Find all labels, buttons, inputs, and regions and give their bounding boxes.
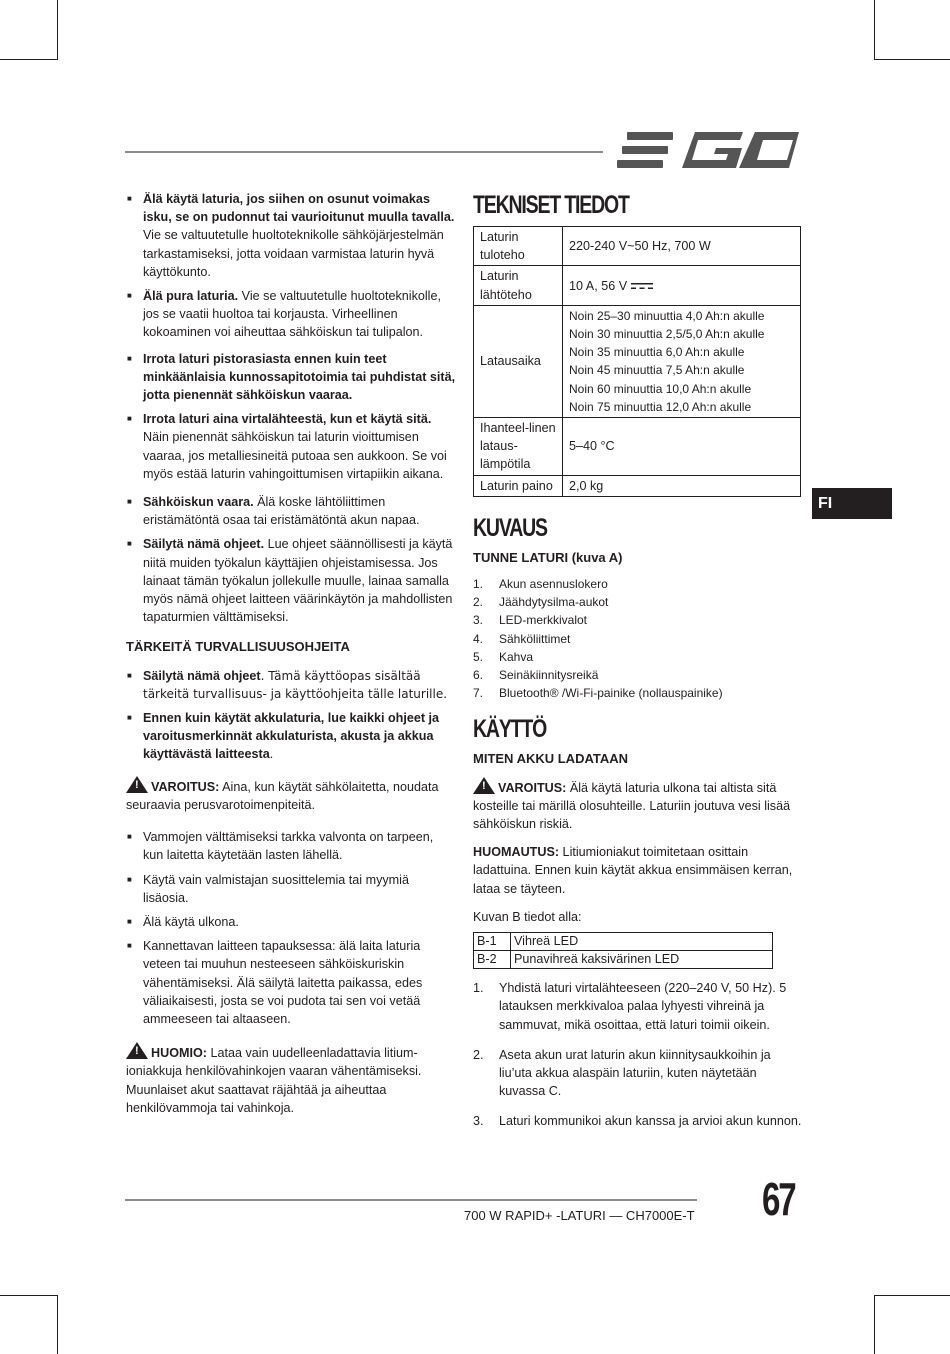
led-label: Punavihreä kaksivärinen LED — [511, 951, 773, 969]
left-column — [126, 190, 456, 1127]
description-title: KUVAUS — [473, 513, 547, 542]
warning-paragraph: !VAROITUS: Aina, kun käytät sähkölaitetta, noudata seuraavia perusvarotoimenpiteitä. — [126, 776, 456, 814]
ego-logo — [617, 130, 801, 170]
footer-rule — [125, 1199, 697, 1201]
table-row — [474, 933, 773, 951]
crop-mark — [57, 1295, 58, 1354]
warning-icon — [126, 776, 148, 793]
spec-key: Laturin paino — [474, 475, 563, 496]
led-code: B-1 — [474, 933, 511, 951]
warning-paragraph: !VAROITUS: Älä käytä laturia ulkona tai altista sitä kosteille tai märillä olosuhteille. Laturiin joutuva vesi lisää sähköiskun riskiä. — [473, 777, 803, 834]
crop-mark — [874, 1295, 875, 1354]
charge-time-line: Noin 25–30 minuuttia 4,0 Ah:n akulle — [569, 308, 765, 323]
spec-value: 5–40 °C — [563, 418, 801, 476]
charge-time-line: Noin 35 minuuttia 6,0 Ah:n akulle — [569, 345, 745, 360]
crop-mark — [57, 0, 58, 60]
page-number: 67 — [762, 1173, 795, 1225]
charge-time-line: Noin 75 minuuttia 12,0 Ah:n akulle — [569, 399, 752, 414]
bullet-item: ■ Kannettavan laitteen tapauksessa: älä laita laturia veteen tai muuhun nesteeseen sähköiskuriskin vähentämiseksi. Älä säilytä laitetta paikassa, edes väliaikaisesti, josta se voi pudota tai sen voi vetää ammeeseen tai altaaseen. — [126, 937, 456, 1028]
charge-time-line: Noin 45 minuuttia 7,5 Ah:n akulle — [569, 363, 745, 378]
footer-product: 700 W RAPID+ -LATURI — CH7000E-T — [464, 1208, 695, 1223]
warning-icon — [126, 1042, 148, 1059]
step-item: 1. Yhdistä laturi virtalähteeseen (220–240 V, 50 Hz). 5 latauksen merkkivaloa palaa lyhyesti vihreinä ja sammuvat, mikä osoittaa, että laturi toimii oikein. — [473, 981, 787, 1032]
bullet-item: ■ Sähköiskun vaara. Älä koske lähtöliittimen eristämätöntä osaa tai eristämätöntä akun napaa. — [126, 493, 456, 529]
crop-mark — [874, 0, 875, 60]
table-row — [474, 305, 801, 417]
usage-subheading: MITEN AKKU LADATAAN — [473, 751, 629, 767]
spec-title: TEKNISET TIEDOT — [473, 191, 629, 219]
bullet-item: ■ Älä käytä ulkona. — [126, 913, 456, 931]
bullet-item: ■ Säilytä nämä ohjeet. Tämä käyttöopas sisältää tärkeitä turvallisuus- ja käyttöohjeita tälle laturille. — [126, 667, 456, 703]
header-rule — [125, 151, 603, 153]
charge-time-line: Noin 60 minuuttia 10,0 Ah:n akulle — [569, 381, 752, 396]
table-row — [474, 475, 801, 496]
table-row — [474, 266, 801, 305]
spec-key: Laturin lähtöteho — [474, 266, 563, 305]
bullet-item: ■ Älä käytä laturia, jos siihen on osunut voimakas isku, se on pudonnut tai vaurioitunut muulla tavalla. Vie se valtuutetulle huoltoteknikolle sähköjärjestelmän tarkastamiseksi, jotta voidaan varmistaa laturin hyvä käyttökunto. — [126, 190, 456, 281]
list-item: 6. Seinäkiinnitysreikä — [473, 668, 599, 683]
step-item: 3. Laturi kommunikoi akun kanssa ja arvioi akun kunnon. — [473, 1114, 802, 1129]
list-item: 5. Kahva — [473, 649, 534, 664]
description-subheading: TUNNE LATURI (kuva A) — [473, 549, 623, 565]
step-item: 2. Aseta akun urat laturin akun kiinnitysaukkoihin ja liu’uta akkua alaspäin laturiin, kuten näytetään kuvassa C. — [473, 1047, 771, 1099]
bullet-item: ■ Älä pura laturia. Vie se valtuutetulle huoltoteknikolle, jos se vaatii huoltoa tai korjausta. Virheellinen kokoaminen voi aiheuttaa sähköiskun tai tulipalon. — [126, 287, 456, 342]
led-table — [473, 932, 773, 969]
figure-intro: Kuvan B tiedot alla: — [473, 909, 582, 924]
spec-key: Laturin tuloteho — [474, 227, 563, 266]
list-item: 7. Bluetooth® /Wi-Fi-painike (nollauspainike) — [473, 686, 723, 701]
bullet-item: ■ Irrota laturi pistorasiasta ennen kuin teet minkäänlaisia kunnossapitotoimia tai puhdistat sitä, jotta pienennät sähköiskun vaaraa. — [126, 350, 456, 405]
language-tab: FI — [812, 488, 892, 519]
dc-symbol-icon — [631, 281, 653, 291]
crop-mark — [0, 1295, 58, 1296]
usage-title: KÄYTTÖ — [473, 715, 547, 744]
spec-key: Latausaika — [474, 305, 563, 417]
spec-value — [563, 305, 801, 417]
list-item: 2. Jäähdytysilma-aukot — [473, 595, 609, 610]
crop-mark — [0, 59, 58, 60]
bullet-item: ■ Käytä vain valmistajan suosittelemia tai myymiä lisäosia. — [126, 871, 456, 907]
section-heading: TÄRKEITÄ TURVALLISUUSOHJEITA — [126, 639, 350, 655]
table-row — [474, 951, 773, 969]
list-item: 4. Sähköliittimet — [473, 631, 571, 646]
list-item: 3. LED-merkkivalot — [473, 613, 588, 628]
bullet-item: ■ Säilytä nämä ohjeet. Lue ohjeet säännöllisesti ja käytä niitä muiden työkalun käyttäjien ohjeistamisessa. Jos lainaat tämän työkalun jollekulle muulle, lainaa samalla myös nämä ohjeet laitteen väärinkäytön ja mahdollisten tapaturmien välttämiseksi. — [126, 535, 456, 626]
led-label: Vihreä LED — [511, 933, 773, 951]
spec-value: 10 A, 56 V — [563, 266, 801, 305]
spec-key: Ihanteel-linen lataus-lämpötila — [474, 418, 563, 476]
spec-value: 220-240 V~50 Hz, 700 W — [563, 227, 801, 266]
parts-list — [473, 575, 803, 702]
right-column — [473, 190, 803, 1143]
table-row — [474, 227, 801, 266]
warning-icon — [473, 777, 495, 794]
bullet-item: ■ Ennen kuin käytät akkulaturia, lue kaikki ohjeet ja varoitusmerkinnät akkulaturista, akusta ja akkua käyttävästä laitteesta. — [126, 709, 456, 764]
note-paragraph: HUOMAUTUS: Litiumioniakut toimitetaan osittain ladattuina. Ennen kuin käytät akkua ensimmäisen kerran, lataa se täyteen. — [473, 845, 793, 896]
bullet-item: ■ Irrota laturi aina virtalähteestä, kun et käytä sitä. Näin pienennät sähköiskun tai laturin vioittumisen vaaraa, jos metalliesineitä putoaa sen aukkoon. Se voi myös estää laturin vahingoittumisen virtapiikin aikana. — [126, 410, 456, 483]
charge-time-line: Noin 30 minuuttia 2,5/5,0 Ah:n akulle — [569, 327, 765, 342]
list-item: 1. Akun asennuslokero — [473, 577, 608, 592]
crop-mark — [874, 1295, 950, 1296]
spec-table — [473, 226, 801, 497]
table-row — [474, 418, 801, 476]
spec-value: 2,0 kg — [563, 475, 801, 496]
led-code: B-2 — [474, 951, 511, 969]
notice-paragraph: !HUOMIO: Lataa vain uudelleenladattavia litium-ioniakkuja henkilövahinkojen vaaran vähentämiseksi. Muunlaiset akut saattavat räjähtää ja aiheuttaa henkilövammoja tai vahinkoja. — [126, 1042, 456, 1117]
crop-mark — [874, 59, 950, 60]
bullet-item: ■ Vammojen välttämiseksi tarkka valvonta on tarpeen, kun laitetta käytetään lasten lähellä. — [126, 828, 456, 864]
